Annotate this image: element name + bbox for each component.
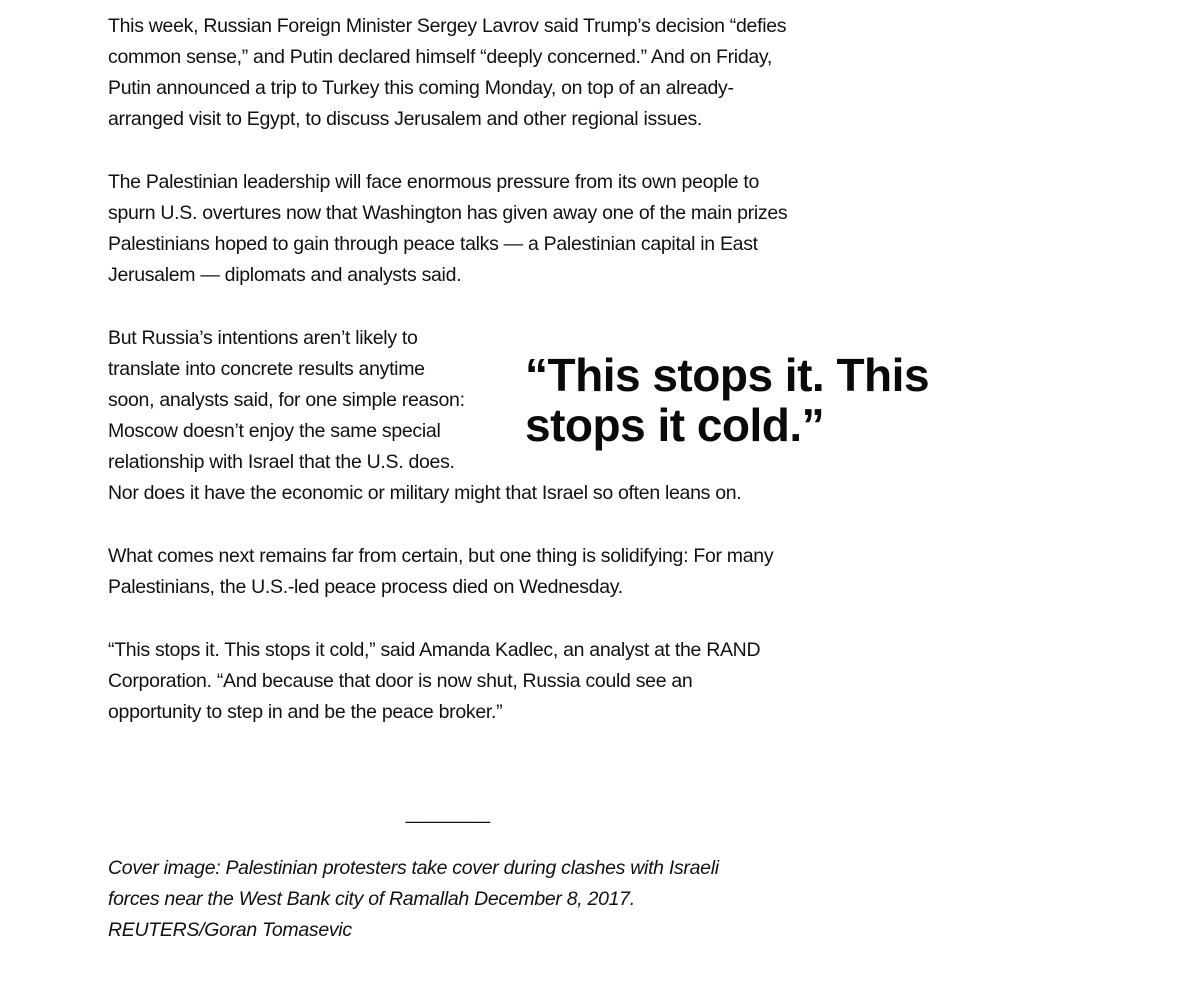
paragraph-lavrov: This week, Russian Foreign Minister Sergey Lavrov said Trump’s decision “defies common sense,” and Putin declared himself “deeply concerned.” And on Friday, Putin announced a trip to Turkey this coming Monday, on top of an already-arranged visit to Egypt, to discuss Jerusalem and other regional issues. <box>108 15 787 130</box>
paragraph-russia-intentions-wide: Nor does it have the economic or military might that Israel so often leans on. <box>108 482 742 504</box>
paragraph-what-comes-next: What comes next remains far from certain, but one thing is solidifying: For many Palestinians, the U.S.-led peace process died on Wednesday. <box>108 545 774 598</box>
paragraph-russia-intentions-narrow: But Russia’s intentions aren’t likely to translate into concrete results anytime soon, analysts said, for one simple reason: Moscow doesn’t enjoy the same special relationship with Israel that the U.S. does. <box>108 327 465 473</box>
paragraph-kadlec-quote: “This stops it. This stops it cold,” said Amanda Kadlec, an analyst at the RAND Corporation. “And because that door is now shut, Russia could see an opportunity to step in and be the peace broker.” <box>108 639 761 723</box>
cover-image-caption: Cover image: Palestinian protesters take cover during clashes with Israeli forces near the West Bank city of Ramallah December 8, 2017. REUTERS/Goran Tomasevic <box>108 857 719 941</box>
paragraph-palestinian-leadership: The Palestinian leadership will face enormous pressure from its own people to spurn U.S. overtures now that Washington has given away one of the main prizes Palestinians hoped to gain through peace talks — a Palestinian capital in East Jerusalem — diplomats and analysts said. <box>108 171 788 286</box>
pull-quote: “This stops it. This stops it cold.” <box>525 349 930 451</box>
section-divider: ________ <box>405 803 491 824</box>
